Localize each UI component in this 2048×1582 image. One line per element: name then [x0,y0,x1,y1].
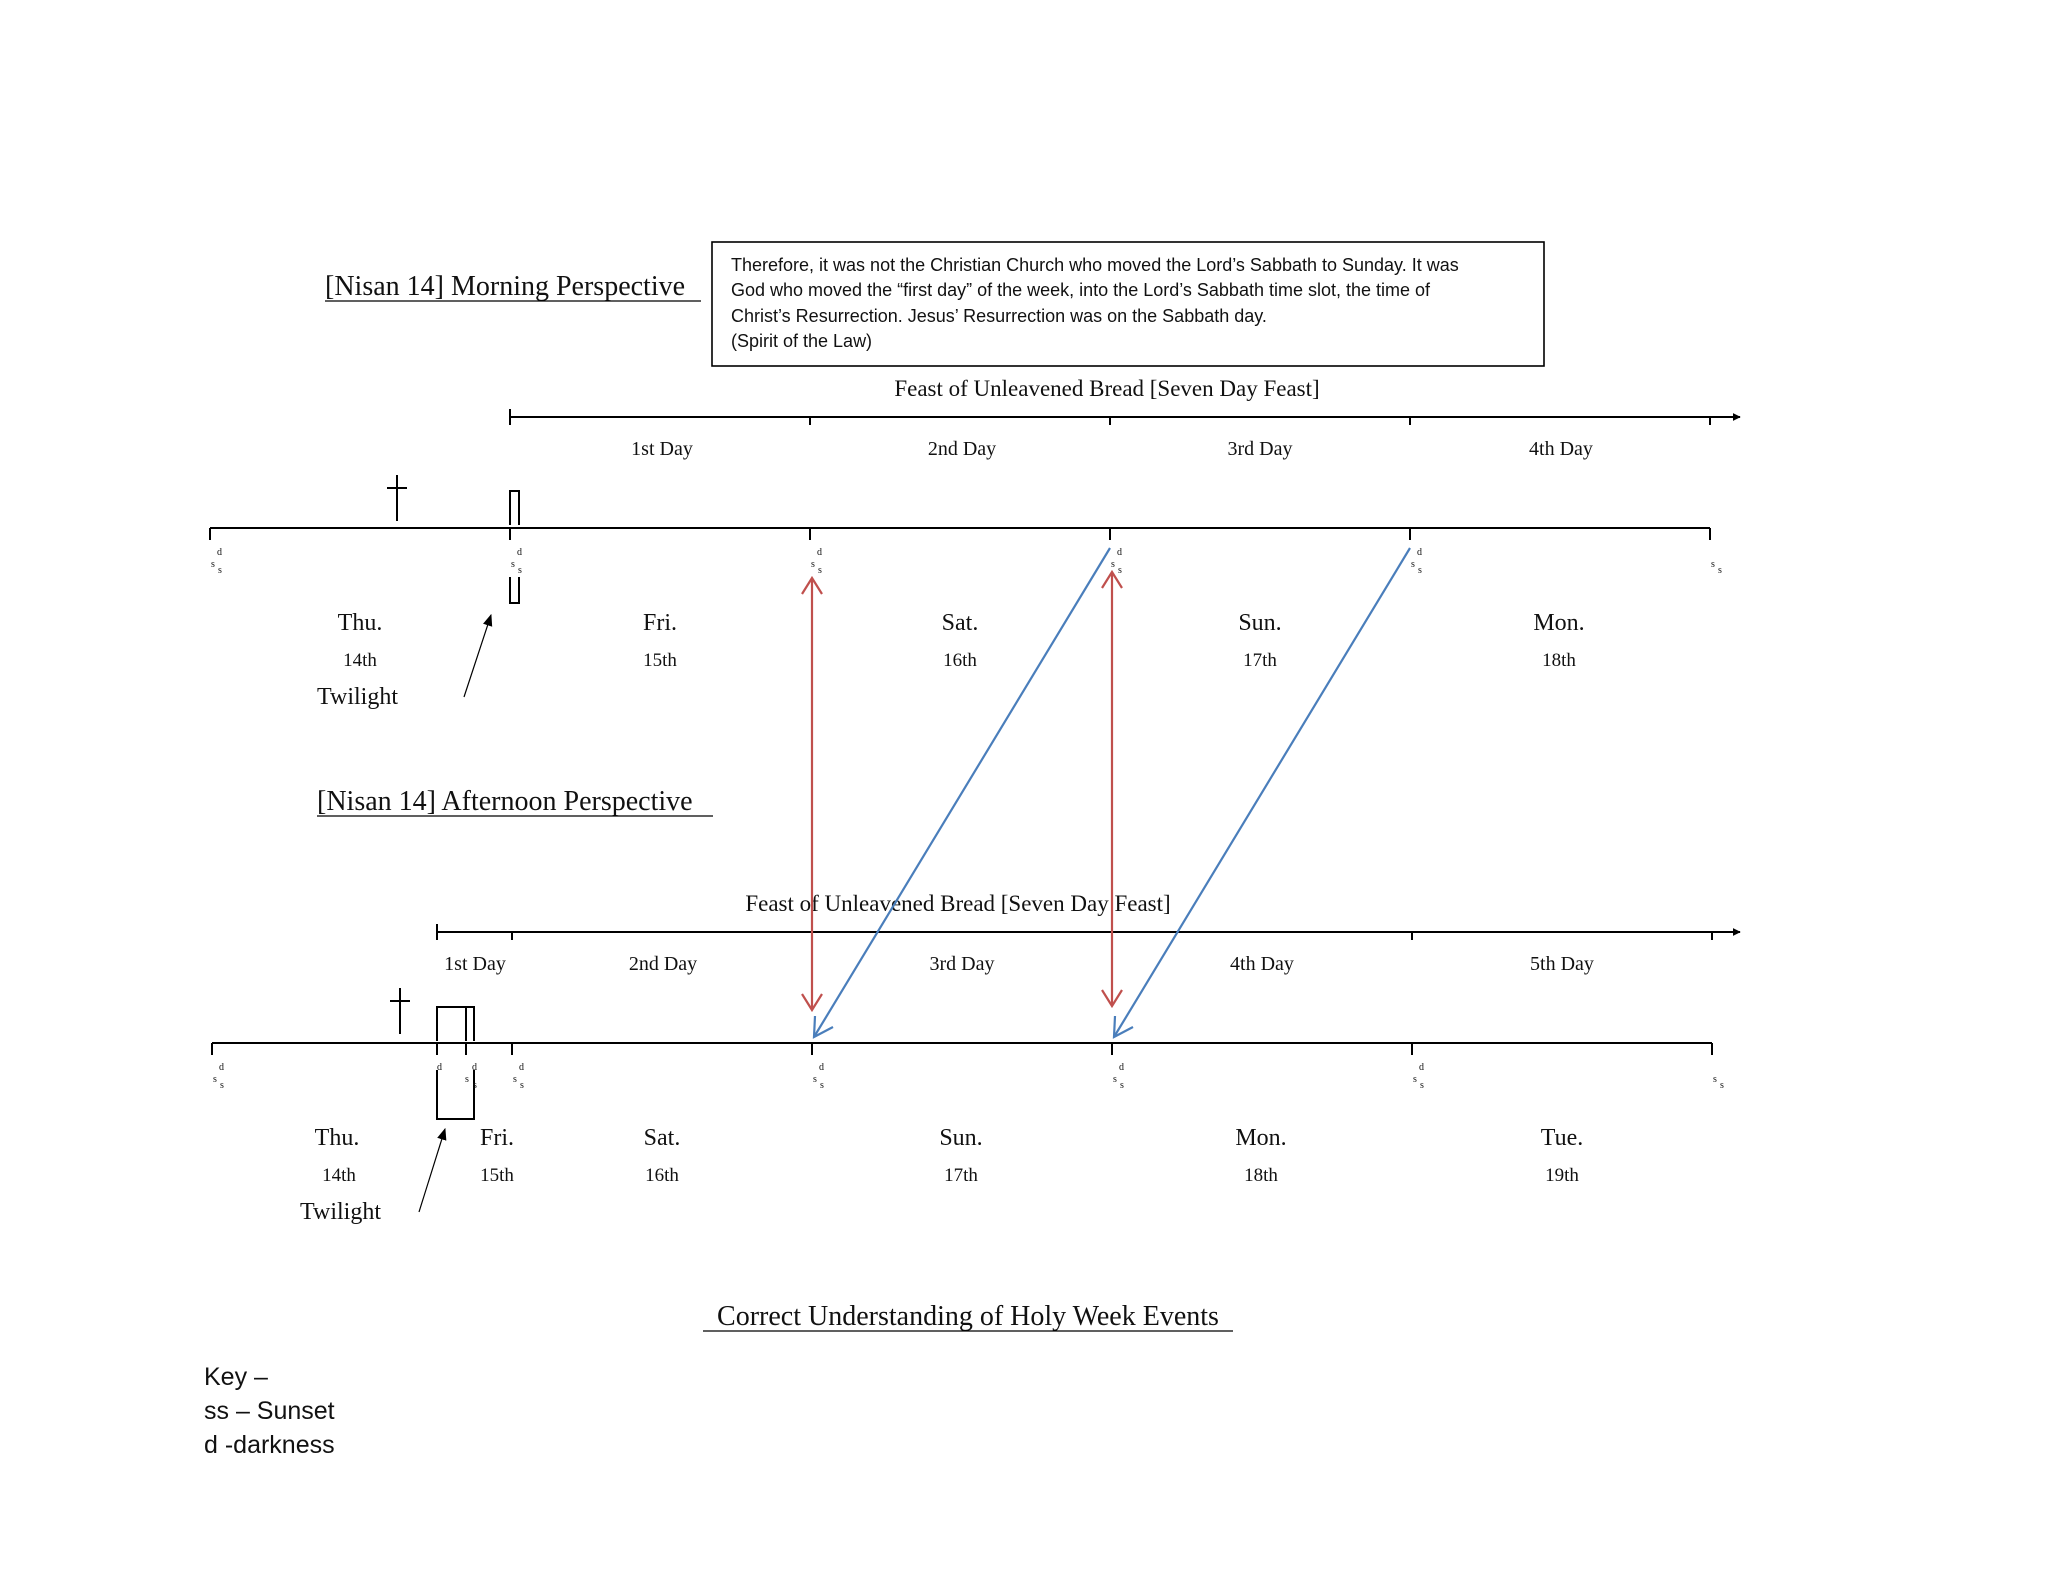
afternoon-weekday-sat: Sat. [643,1125,681,1151]
sunset-darkness-marker [213,1062,224,1091]
morning-date-14: 14th [343,650,377,671]
bottom-title: Correct Understanding of Holy Week Events [717,1301,1219,1332]
sunset-letter: s [811,559,815,570]
tomb-bracket-top [437,1007,474,1041]
darkness-marker [437,1062,442,1073]
sunset-marker [1713,1074,1724,1091]
sunset-letter: s [1413,1074,1417,1085]
morning-weekday-sat: Sat. [941,610,979,636]
note-line-4: (Spirit of the Law) [731,331,873,351]
sunset-letter: s [473,1080,477,1091]
sunset-darkness-marker [1113,1062,1124,1091]
sunset-letter: s [1420,1080,1424,1091]
sunset-letter: s [465,1074,469,1085]
morning-feast-day-4: 4th Day [1529,438,1593,460]
sunset-letter: s [211,559,215,570]
morning-weekday-sun: Sun. [1238,610,1282,636]
sunset-letter: s [1113,1074,1117,1085]
sunset-letter: s [813,1074,817,1085]
darkness-letter: d [219,1062,224,1073]
afternoon-twilight-label: Twilight [300,1199,381,1225]
afternoon-feast-day-4: 4th Day [1230,953,1294,975]
sunset-letter: s [1720,1080,1724,1091]
morning-twilight-pointer [464,615,491,697]
darkness-letter: d [1117,547,1122,558]
tomb-bracket-bottom [510,577,519,603]
sunset-letter: s [218,565,222,576]
morning-date-16: 16th [943,650,977,671]
sunset-letter: s [1418,565,1422,576]
key-darkness: d -darkness [204,1431,335,1459]
sunset-letter: s [818,565,822,576]
afternoon-perspective [212,786,1740,1225]
afternoon-date-19: 19th [1545,1165,1579,1186]
sunset-darkness-marker [211,547,222,576]
note-line-3: Christ’s Resurrection. Jesus’ Resurrection was on the Sabbath day. [731,306,1267,326]
morning-feast-day-3: 3rd Day [1227,438,1293,460]
note-line-2: God who moved the “first day” of the week, into the Lord’s Sabbath time slot, the time of [731,280,1431,300]
afternoon-feast-day-3: 3rd Day [929,953,995,975]
key-legend [204,1363,335,1459]
sunset-letter: s [511,559,515,570]
connector-arrows [802,548,1410,1037]
afternoon-date-14: 14th [322,1165,356,1186]
afternoon-date-18: 18th [1244,1165,1278,1186]
sunset-letter: s [220,1080,224,1091]
sunset-letter: s [1120,1080,1124,1091]
key-heading: Key – [204,1363,268,1391]
morning-feast-day-2: 2nd Day [927,438,997,460]
darkness-letter: d [517,547,522,558]
sunset-letter: s [1111,559,1115,570]
darkness-letter: d [472,1062,477,1073]
tomb-bracket-top [510,491,519,525]
afternoon-title: [Nisan 14] Afternoon Perspective [317,786,693,817]
darkness-letter: d [437,1062,442,1073]
morning-date-17: 17th [1243,650,1277,671]
afternoon-weekday-tue: Tue. [1540,1125,1584,1151]
morning-feast-label: Feast of Unleavened Bread [Seven Day Feast] [894,376,1320,401]
afternoon-weekday-sun: Sun. [939,1125,983,1151]
sunset-darkness-marker [813,1062,824,1091]
afternoon-weekday-mon: Mon. [1235,1125,1287,1151]
cross-icon [390,988,410,1034]
sunset-letter: s [213,1074,217,1085]
key-sunset: ss – Sunset [204,1397,335,1425]
darkness-letter: d [817,547,822,558]
red-double-arrow [1102,572,1122,1006]
sunset-darkness-marker [465,1062,477,1091]
darkness-letter: d [1417,547,1422,558]
darkness-letter: d [1119,1062,1124,1073]
sunset-darkness-marker [1413,1062,1424,1091]
sunset-darkness-marker [511,547,522,576]
darkness-letter: d [1419,1062,1424,1073]
afternoon-weekday-fri: Fri. [479,1125,515,1151]
afternoon-weekday-thu: Thu. [314,1125,360,1151]
afternoon-feast-day-2: 2nd Day [628,953,698,975]
sunset-darkness-marker [811,547,822,576]
note-box [712,242,1544,366]
morning-title: [Nisan 14] Morning Perspective [325,271,686,302]
sunset-letter: s [1118,565,1122,576]
sunset-letter: s [1711,559,1715,570]
morning-weekday-fri: Fri. [642,610,678,636]
sunset-letter: s [518,565,522,576]
darkness-letter: d [819,1062,824,1073]
afternoon-date-17: 17th [944,1165,978,1186]
afternoon-date-15: 15th [480,1165,514,1186]
afternoon-feast-day-1: 1st Day [444,953,506,975]
morning-perspective [210,242,1740,710]
sunset-letter: s [520,1080,524,1091]
morning-twilight-label: Twilight [317,684,398,710]
cross-icon [387,475,407,521]
morning-date-18: 18th [1542,650,1576,671]
sunset-letter: s [1713,1074,1717,1085]
sunset-letter: s [820,1080,824,1091]
sunset-letter: s [1411,559,1415,570]
sunset-darkness-marker [513,1062,524,1091]
afternoon-date-16: 16th [645,1165,679,1186]
sunset-letter: s [513,1074,517,1085]
morning-weekday-mon: Mon. [1533,610,1585,636]
morning-date-15: 15th [643,650,677,671]
morning-feast-day-1: 1st Day [631,438,693,460]
sunset-darkness-marker [1411,547,1422,576]
afternoon-feast-label: Feast of Unleavened Bread [Seven Day Feast] [745,891,1171,916]
note-line-1: Therefore, it was not the Christian Church who moved the Lord’s Sabbath to Sunday. It was [731,255,1459,275]
sunset-letter: s [1718,565,1722,576]
red-double-arrow [802,578,822,1010]
afternoon-twilight-pointer [419,1129,445,1212]
darkness-letter: d [217,547,222,558]
afternoon-feast-day-5: 5th Day [1530,953,1594,975]
darkness-letter: d [519,1062,524,1073]
morning-weekday-thu: Thu. [337,610,383,636]
sunset-marker [1711,559,1722,576]
